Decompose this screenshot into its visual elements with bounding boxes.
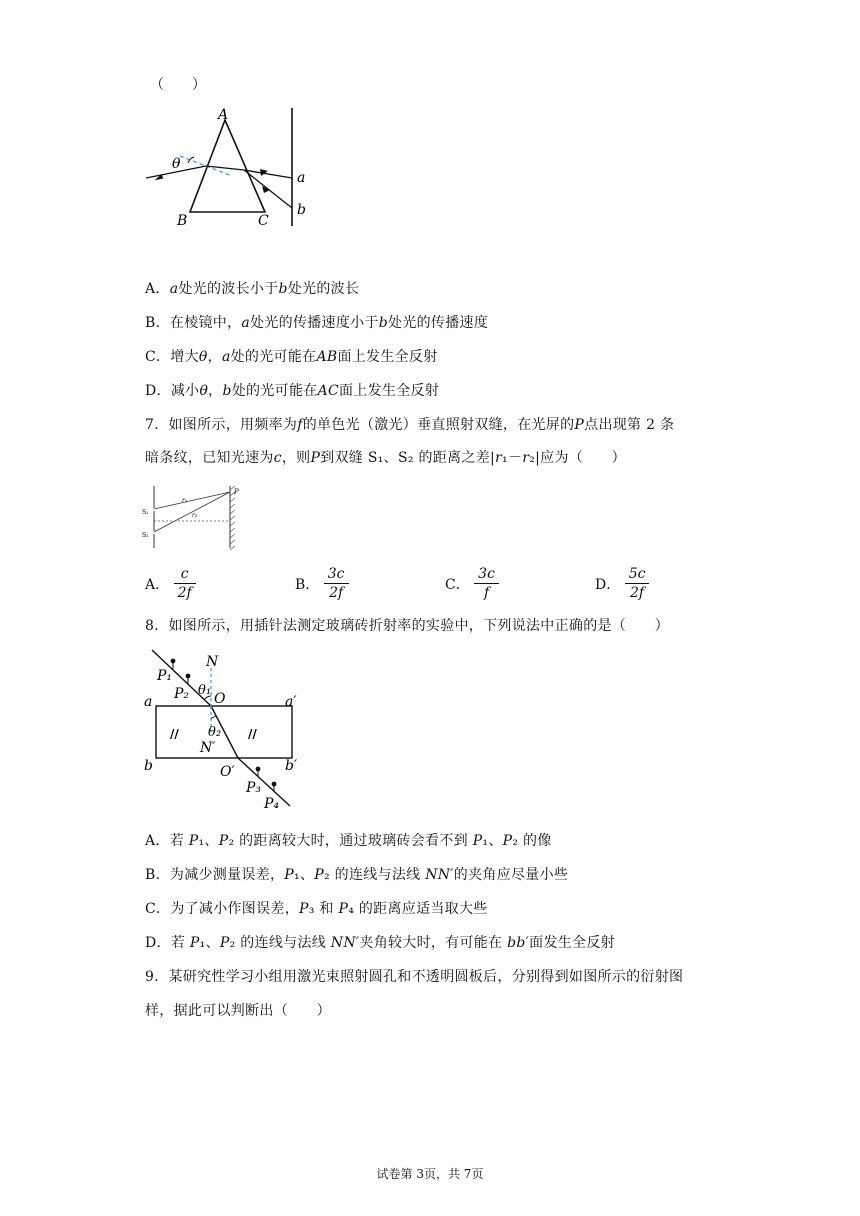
q6-option-b[interactable]: B．在棱镜中，a处光的传播速度小于b处光的传播速度 [145,315,489,331]
q7-stem-line1: 7．如图所示，用频率为f的单色光（激光）垂直照射双缝，在光屏的P点出现第 2 条 [145,417,675,433]
hatch-right: // [248,727,257,741]
label-r1: r₁ [182,497,188,504]
label-S2: S₂ [142,532,149,539]
q8-option-d[interactable]: D．若 P₁、P₂ 的连线与法线 NN′夹角较大时，有可能在 bb′面发生全反射 [145,935,615,951]
q9-stem-line2: 样，据此可以判断出（ ） [145,1003,331,1019]
prism-triangle [190,120,265,212]
label-P: P [234,488,239,496]
q7-option-d[interactable]: D． $\frac{5c}{2f}$ [595,565,649,602]
label-O-prime: O′ [220,764,235,780]
q7-option-c[interactable]: C． $\frac{3c}{f}$ [445,565,499,602]
q9-stem-line1: 9．某研究性学习小组用激光束照射圆孔和不透明圆板后，分别得到如图所示的衍射图 [145,969,684,985]
label-P1: P₁ [157,668,173,684]
label-B: B [177,213,188,229]
double-slit-figure [140,484,250,550]
page-footer: 试卷第 3页，共 7页 [376,1167,484,1181]
label-b: b [297,202,306,218]
q8-option-b[interactable]: B．为减少测量误差，P₁、P₂ 的连线与法线 NN′的夹角应尽量小些 [145,867,569,883]
label-a: a [297,170,306,186]
label-theta: θ [172,156,181,172]
label-O: O [214,691,226,707]
prism-figure [140,100,320,235]
q8-stem: 8．如图所示，用插针法测定玻璃砖折射率的实验中，下列说法中正确的是（ ） [145,618,670,634]
label-P4: P₄ [264,796,280,810]
q7-option-b[interactable]: B． $\frac{3c}{2f}$ [295,565,349,602]
label-P2: P₂ [174,686,190,702]
label-a: a [144,694,153,710]
label-A: A [218,107,229,123]
label-C: C [258,213,269,229]
hatch-left: // [170,727,179,741]
label-theta1: θ₁ [198,683,212,698]
q6-option-d[interactable]: D．减小θ，b处的光可能在AC面上发生全反射 [145,383,440,399]
label-N-prime: N′ [200,740,216,756]
label-S1: S₁ [142,509,149,516]
q7-stem-line2: 暗条纹，已知光速为c，则P到双缝 S₁、S₂ 的距离之差|r₁－r₂|应为（ ） [145,450,626,466]
q6-option-a[interactable]: A．a处光的波长小于b处光的波长 [145,281,360,297]
q8-option-c[interactable]: C．为了减小作图误差，P₃ 和 P₄ 的距离应适当取大些 [145,901,488,917]
answer-paren: （ ） [150,77,206,93]
glass-block-figure [140,648,310,810]
label-a-prime: a′ [285,694,297,710]
label-N: N [206,654,219,670]
q7-option-a[interactable]: A． $\frac{c}{2f}$ [145,565,196,602]
q8-option-a[interactable]: A．若 P₁、P₂ 的距离较大时，通过玻璃砖会看不到 P₁、P₂ 的像 [145,833,552,849]
label-r2: r₂ [192,512,198,519]
label-b-prime: b′ [285,758,298,774]
label-P3: P₃ [246,780,262,796]
label-theta2: θ₂ [208,725,222,740]
q6-option-c[interactable]: C．增大θ，a处的光可能在AB面上发生全反射 [145,349,438,365]
label-b: b [144,758,153,774]
